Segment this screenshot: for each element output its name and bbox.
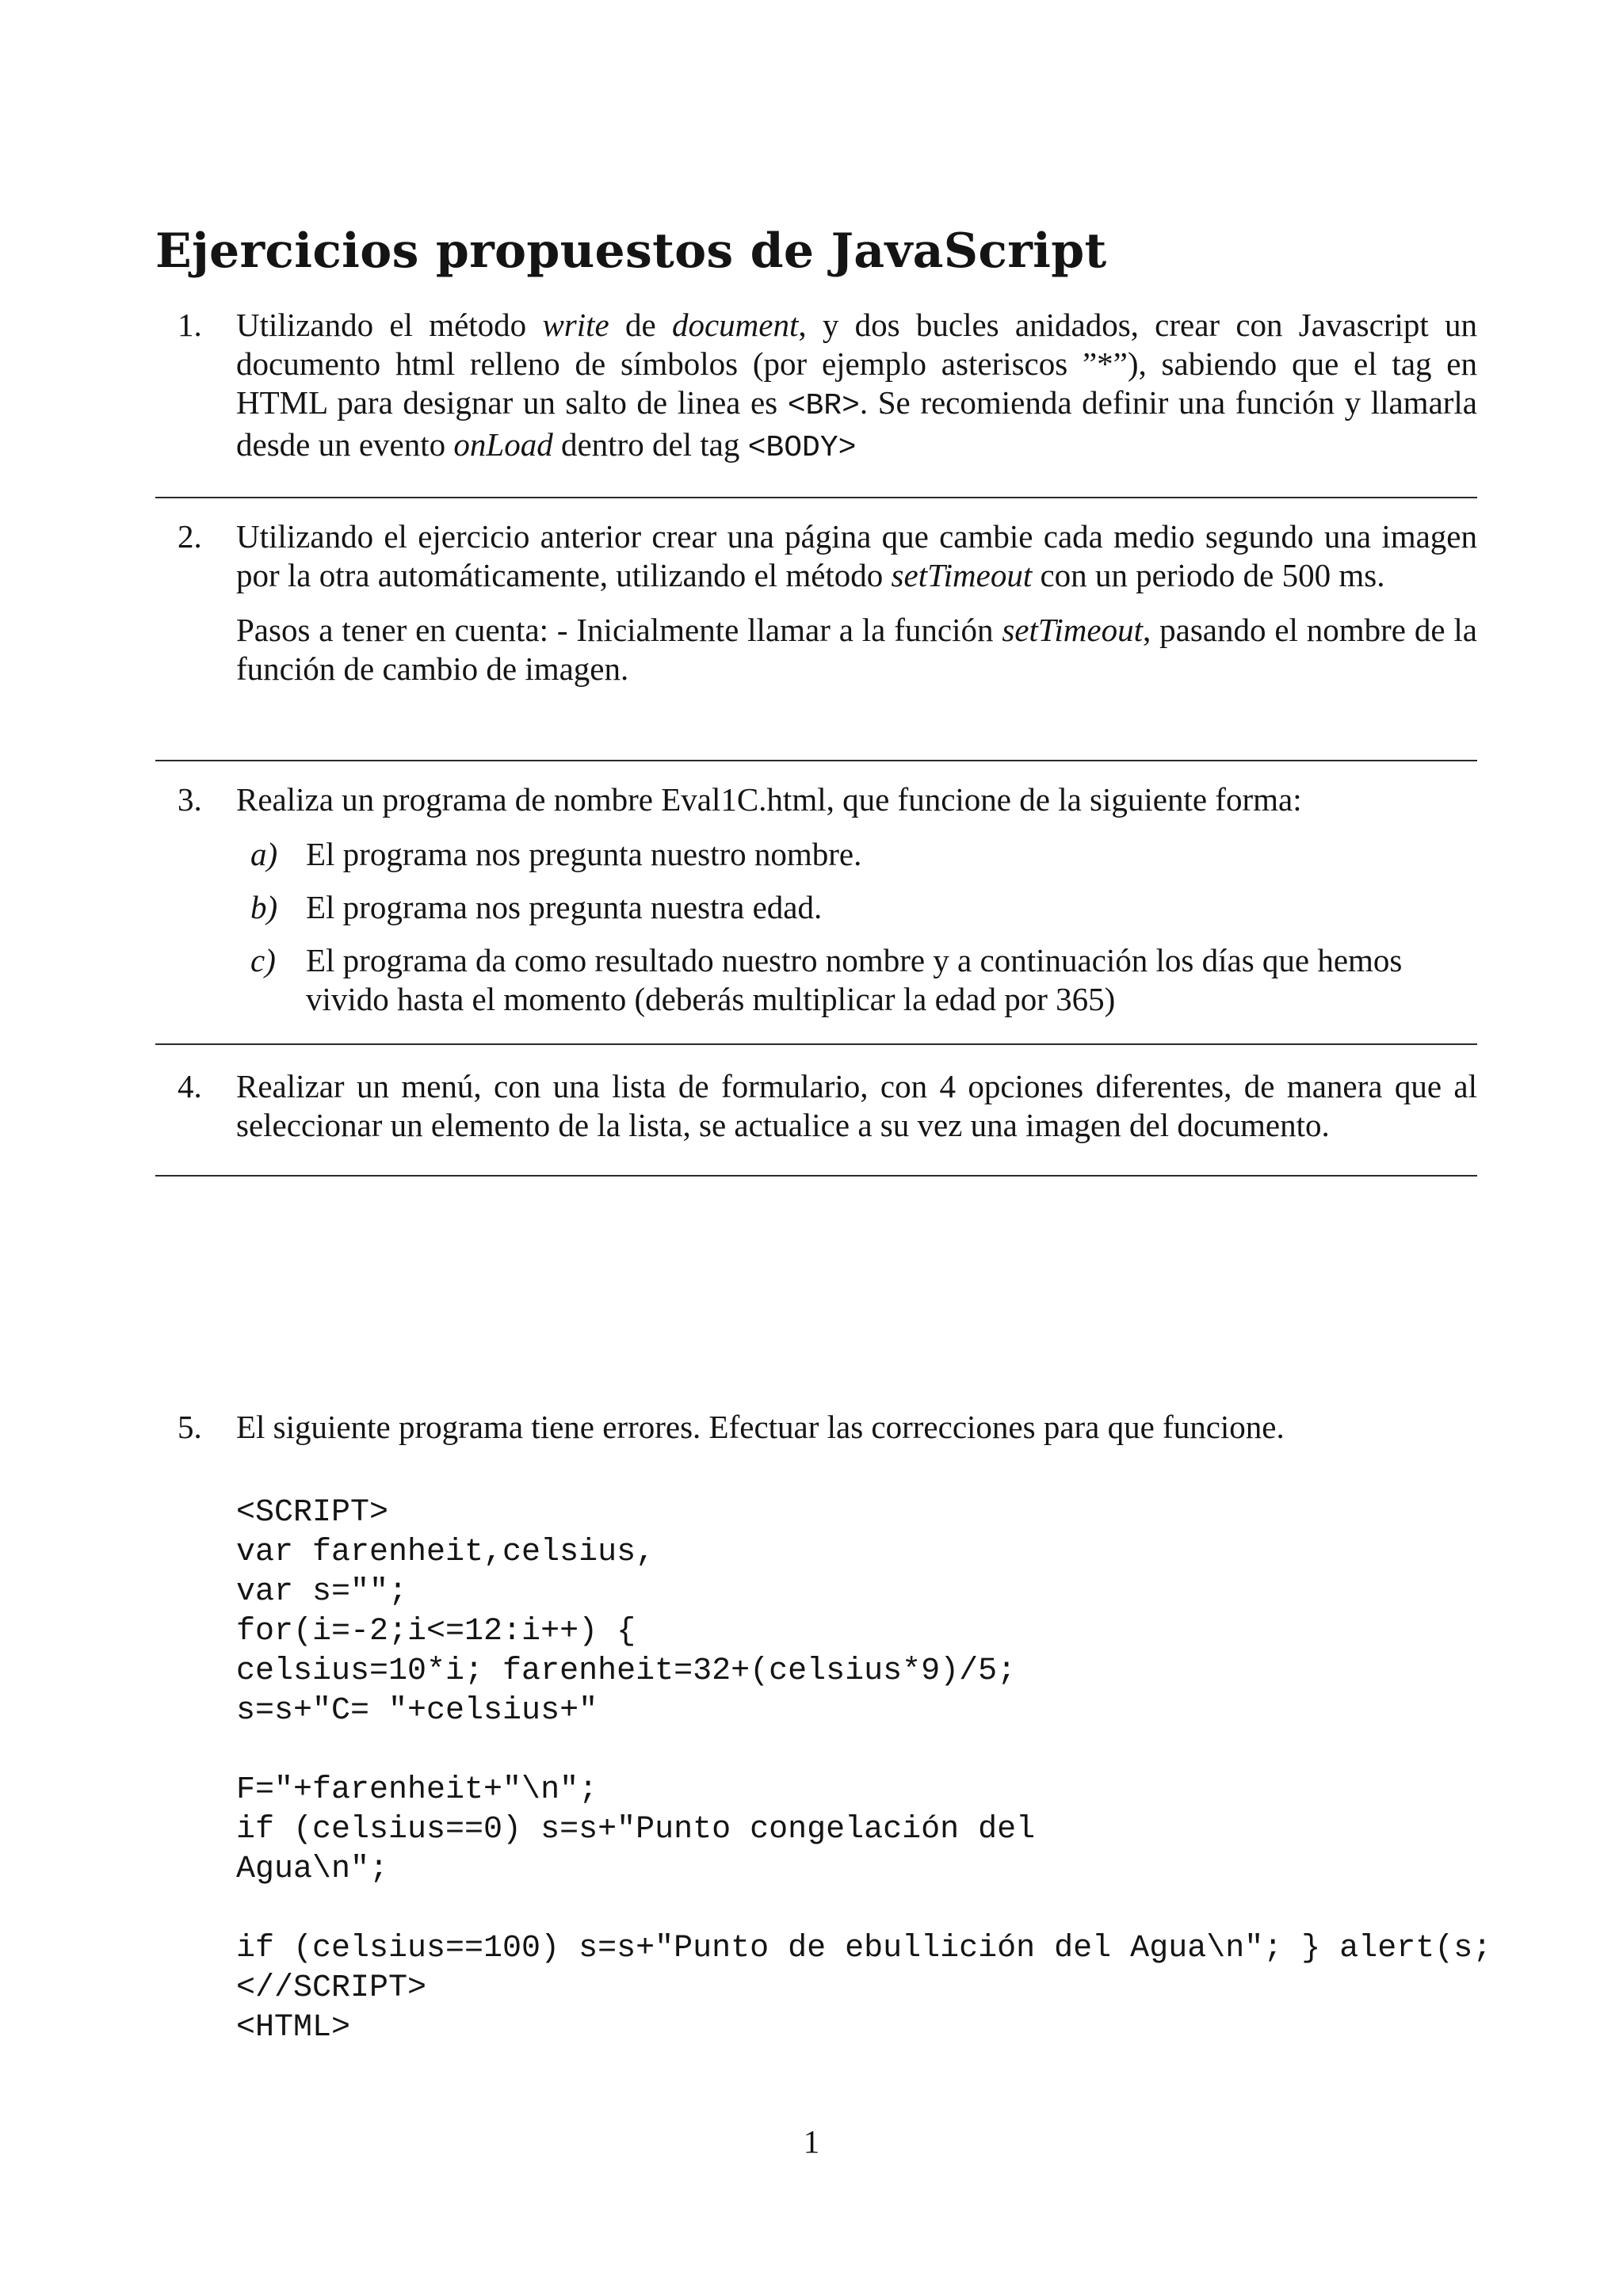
exercise-intro: Realiza un programa de nombre Eval1C.html, que funcione de la siguiente forma: [236,781,1302,818]
divider-rule [155,1043,1477,1045]
item-text: El programa da como resultado nuestro nombre y a continuación los días que hemos vivido hasta el momento (deberás multiplicar la edad por 365) [306,942,1403,1017]
method-settimeout: setTimeout [1002,612,1144,648]
divider-rule [155,497,1477,498]
exercise-2 [155,517,1477,688]
list-item [236,835,1477,874]
text-span: Pasos a tener en cuenta: - Inicialmente llamar a la función [236,612,1002,648]
exercise-text: Realizar un menú, con una lista de formulario, con 4 opciones diferentes, de manera que al seleccionar un elemento de la lista, se actualice a su vez una imagen del documento. [236,1068,1477,1143]
method-write: write [542,307,609,343]
item-label: b) [250,889,278,925]
exercise-5 [155,1408,1477,1447]
item-text: El programa nos pregunta nuestra edad. [306,889,823,925]
divider-rule [155,1175,1477,1177]
item-text: El programa nos pregunta nuestro nombre. [306,836,862,872]
page-number: 1 [803,2123,820,2160]
text-span: , pasando el nombre de la función de cambio de imagen. [236,612,1478,687]
exercise-3 [155,780,1477,1033]
exercise-body [236,780,1477,1019]
text-span: Utilizando el método [236,307,543,343]
text-span: de [609,307,672,343]
exercise-number: 5. [178,1409,202,1445]
exercise-body [236,517,1477,688]
exercise-body [236,1067,1477,1145]
text-span: con un periodo de 500 ms. [1032,557,1385,593]
item-label: c) [250,942,276,978]
sub-item-list [236,835,1477,1019]
item-label: a) [250,836,278,872]
exercise-number: 4. [178,1068,202,1104]
text-span: Utilizando el ejercicio anterior crear una página que cambie cada medio segundo una imagen por la otra automáticamente, utilizando el método [236,518,1477,593]
text-span: . Se recomienda definir una función y llamarla desde un evento [236,384,1478,463]
exercise-number: 3. [178,781,202,818]
exercise-number: 1. [178,307,202,343]
list-item [236,941,1477,1019]
text-span: dentro del tag [552,426,748,463]
exercise-number: 2. [178,518,202,555]
object-document: document [671,307,799,343]
exercise-text [236,306,1477,467]
page-title: Ejercicios propuestos de JavaScript [155,223,1107,279]
list-item [236,888,1477,927]
exercise-body [236,1408,1477,1447]
text-span: , y dos bucles anidados, crear con Javascript un documento html relleno de símbolos (por ejemplo asteriscos ”*”), sabiendo que el tag en HTML para designar un salto de linea es [236,307,1478,421]
exercise-paragraph [236,517,1477,595]
exercise-paragraph [236,611,1477,688]
code-block: <SCRIPT> var farenheit,celsius, var s=""; for(i=-2;i<=12:i++) { celsius=10*i; farenheit=32+(celsius*9)/5; s=s+"C= "+celsius+" F="+farenheit+"\n"; if (celsius==0) s=s+"Punto congelación del Agua\n"; if (celsius==100) s=s+"Punto de ebullición del Agua\n"; } alert(s; <//SCRIPT> <HTML> [236,1495,1492,2046]
exercise-1 [155,306,1477,467]
exercise-4 [155,1067,1477,1145]
exercise-text: El siguiente programa tiene errores. Efectuar las correcciones para que funcione. [236,1409,1285,1445]
method-settimeout: setTimeout [891,557,1033,593]
divider-rule [155,760,1477,761]
event-onload: onLoad [453,426,553,463]
br-tag: <BR> [787,389,860,423]
body-tag: <BODY> [747,431,857,465]
exercise-body [236,306,1477,467]
